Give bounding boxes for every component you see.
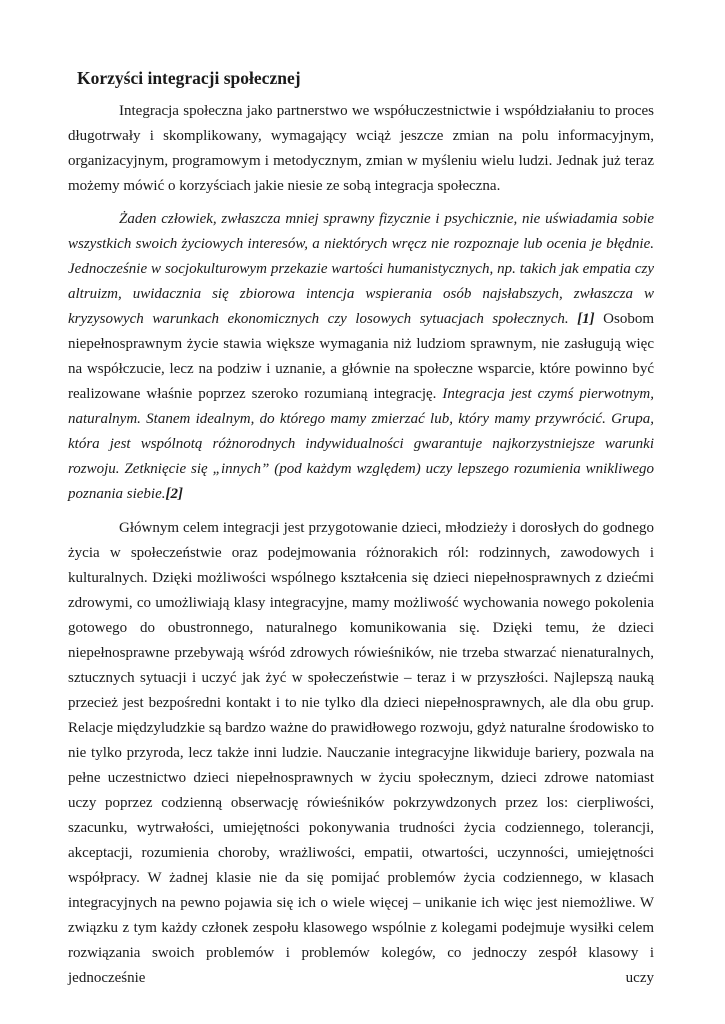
quote-2: Integracja jest czymś pierwotnym, naturalnym. Stanem idealnym, do którego mamy zmierzać lub, który mamy przywrócić. Grupa, która jest wspólnotą różnorodnych indywidualności gwarantuje najkorzystniejsze warunki rozwoju. Zetknięcie się „innych” (pod każdym względem) uczy lepszego rozumienia wnikliwego poznania siebie. (68, 386, 654, 502)
quote-1: Żaden człowiek, zwłaszcza mniej sprawny fizycznie i psychicznie, nie uświadamia sobie wszystkich swoich życiowych interesów, a niektórych wręcz nie rozpoznaje lub ocenia je błędnie. Jednocześnie w socjokulturowym przekazie wartości humanistycznych, np. takich jak empatia czy altruizm, uwidacznia się zbiorowa intencja wspierania osób najsłabszych, zwłaszcza w kryzysowych warunkach ekonomicznych czy losowych sytuacjach społecznych. (68, 211, 654, 327)
footnote-ref-1[interactable]: [1] (577, 311, 595, 327)
paragraph-1: Integracja społeczna jako partnerstwo we współuczestnictwie i współdziałaniu to proces długotrwały i skomplikowany, wymagający wciąż jeszcze zmian na polu informacyjnym, organizacyjnym, programowym i metodycznym, zmian w myśleniu wielu ludzi. Jednak już teraz możemy mówić o korzyściach jakie niesie ze sobą integracja społeczna. (68, 103, 654, 194)
document-title: Korzyści integracji społecznej (77, 68, 301, 88)
document-body (68, 99, 654, 998)
paragraph-3: Głównym celem integracji jest przygotowanie dzieci, młodzieży i dorosłych do godnego życia w społeczeństwie oraz podejmowania różnorakich ról: rodzinnych, zawodowych i kulturalnych. Dzięki możliwości wspólnego kształcenia się dzieci niepełnosprawnych z dziećmi zdrowymi, co umożliwiają klasy integracyjne, mamy możliwość wychowania nowego pokolenia gotowego do obustronnego, naturalnego komunikowania się. Dzięki temu, że dzieci niepełnosprawne przebywają wśród zdrowych rówieśników, nie trzeba stwarzać nienaturalnych, sztucznych sytuacji i uczyć jak żyć w społeczeństwie – teraz i w przyszłości. Najlepszą nauką przecież jest bezpośredni kontakt i to nie tylko dla dzieci niepełnosprawnych, ale dla obu grup. Relacje międzyludzkie są bardzo ważne do prawidłowego rozwoju, gdyż naturalne środowisko to nie tylko przyroda, lecz także inni ludzie. Nauczanie integracyjne likwiduje bariery, pozwala na pełne uczestnictwo dzieci niepełnosprawnych w życiu społecznym, dzieci zdrowe natomiast uczy poprzez codzienną obserwację rówieśników pokrzywdzonych przez los: cierpliwości, szacunku, wytrwałości, umiejętności pokonywania trudności życia codziennego, tolerancji, akceptacji, rozumienia choroby, wrażliwości, empatii, otwartości, uczynności, umiejętności współpracy. W żadnej klasie nie da się pomijać problemów życia codziennego, w klasach integracyjnych na pewno pojawia się ich o wiele więcej – unikanie ich więc jest niemożliwe. W związku z tym każdy członek zespołu klasowego wspólnie z kolegami podejmuje wysiłki celem rozwiązania swoich problemów i problemów kolegów, co jednoczy zespół klasowy i jednocześnie uczy (68, 520, 654, 986)
footnote-ref-2[interactable]: [2] (165, 486, 183, 502)
paragraph-2 (68, 207, 654, 507)
paragraph-2-text: Osobom niepełnosprawnym życie stawia większe wymagania niż ludziom sprawnym, nie zasługują więc na współczucie, lecz na podziw i uznanie, a głównie na społeczne wsparcie, które powinno być realizowane właśnie poprzez szeroko rozumianą integrację. (68, 311, 655, 402)
